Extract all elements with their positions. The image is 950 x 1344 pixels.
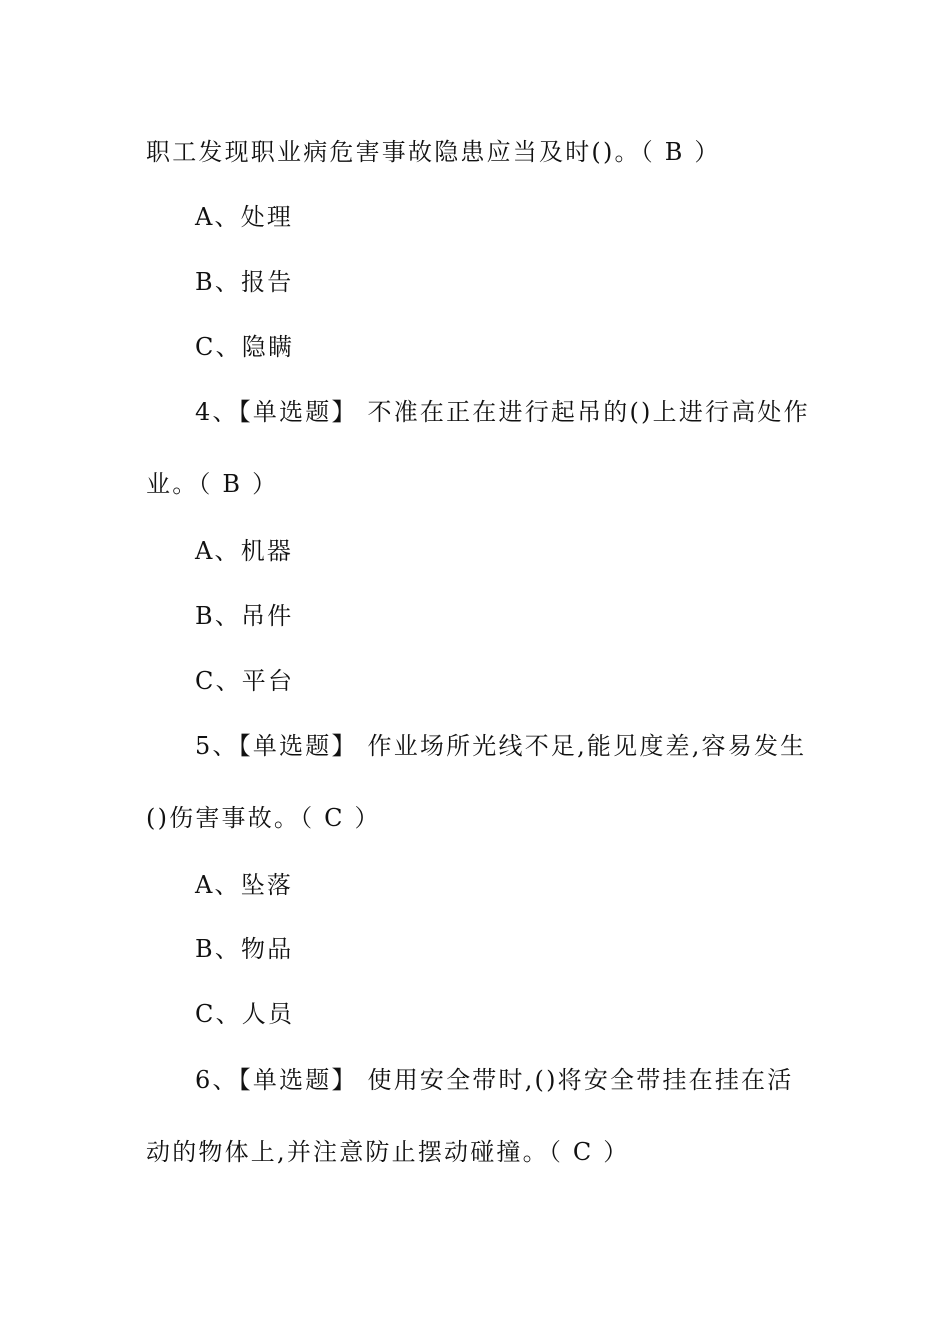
- option-c: C、隐瞒: [195, 333, 295, 361]
- option-a: A、坠落: [195, 871, 294, 899]
- question-5-text-cont: ()伤害事故。（ C ）: [146, 804, 381, 832]
- question-4-text-cont: 业。（ B ）: [146, 470, 279, 498]
- option-a: A、处理: [195, 203, 294, 231]
- question-5-text: 5、【单选题】 作业场所光线不足,能见度差,容易发生: [195, 732, 807, 760]
- question-6-text: 6、【单选题】 使用安全带时,()将安全带挂在挂在活: [195, 1066, 794, 1094]
- option-a: A、机器: [195, 537, 294, 565]
- question-3-text: 职工发现职业病危害事故隐患应当及时()。（ B ）: [146, 138, 721, 166]
- option-b: B、报告: [195, 268, 294, 296]
- option-c: C、平台: [195, 667, 295, 695]
- option-b: B、物品: [195, 935, 294, 963]
- question-4-text: 4、【单选题】 不准在正在进行起吊的()上进行高处作: [195, 398, 810, 426]
- question-6-text-cont: 动的物体上,并注意防止摆动碰撞。（ C ）: [146, 1138, 630, 1166]
- option-c: C、人员: [195, 1000, 295, 1028]
- option-b: B、吊件: [195, 602, 294, 630]
